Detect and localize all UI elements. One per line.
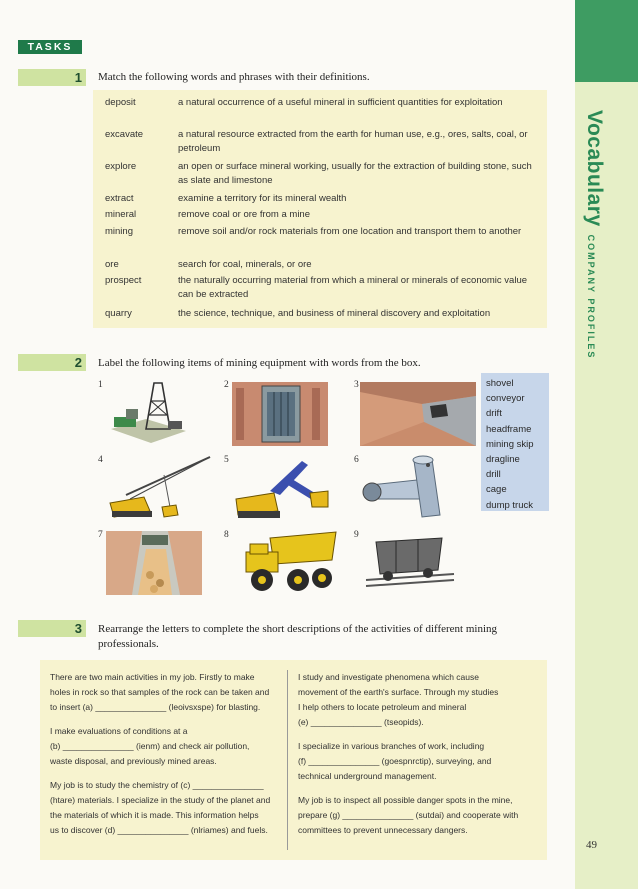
task2-instruction: Label the following items of mining equipment with words from the box. — [98, 357, 421, 369]
sidebar-subtitle: COMPANY PROFILES — [586, 234, 596, 360]
tasks-label: TASKS — [18, 40, 82, 54]
text-line: I help others to locate petroleum and mineral — [298, 702, 467, 712]
text-line: waste disposal, and previously mined areas. — [50, 756, 217, 766]
word-box-item: conveyor — [486, 393, 525, 405]
vocab-definition: remove soil and/or rock materials from one location and transport them to another — [178, 226, 522, 237]
mining-skip-icon — [362, 534, 458, 590]
image-number: 6 — [354, 455, 359, 465]
text-line: holes in rock so that samples of the rock can be taken and — [50, 687, 270, 697]
image-number: 1 — [98, 380, 103, 390]
drilling-rig-icon — [106, 381, 194, 449]
word-box-item: dump truck — [486, 499, 533, 511]
text-line: There are two main activities in my job. Firstly to make — [50, 672, 255, 682]
vocab-word: mining — [105, 226, 133, 237]
image-number: 5 — [224, 455, 229, 465]
conveyor-icon — [106, 531, 202, 595]
text-line: (htare) materials. I specialize in the study of the planet and — [50, 795, 271, 805]
task3-paragraph — [298, 739, 538, 784]
dump-truck-icon — [240, 530, 340, 594]
task2-word-box — [481, 373, 549, 511]
text-line: I make evaluations of conditions at a — [50, 726, 188, 736]
vocab-definition: the science, technique, and business of mineral discovery and exploitation — [178, 308, 491, 319]
vocab-word: prospect — [105, 275, 142, 286]
task1-number: 1 — [74, 70, 82, 85]
text-line: I study and investigate phenomena which cause — [298, 672, 479, 682]
task3-paragraph — [298, 670, 538, 730]
text-line: technical underground management. — [298, 771, 437, 781]
shovel-excavator-icon — [232, 455, 336, 521]
task3-number: 3 — [74, 621, 82, 636]
text-line: I specialize in various branches of work, including — [298, 741, 485, 751]
task3-number-bar — [18, 620, 86, 637]
word-box-item: drill — [486, 469, 501, 481]
task3-paragraph — [298, 793, 538, 838]
vocab-word: extract — [105, 193, 134, 204]
drift-tunnel-icon — [360, 382, 476, 446]
vocab-definition: a natural occurrence of a useful mineral in sufficient quantities for exploitation — [178, 97, 503, 108]
word-box-item: drift — [486, 408, 502, 420]
column-divider — [287, 670, 288, 850]
text-line: My job is to inspect all possible danger spots in the mine, — [298, 795, 513, 805]
text-line: movement of the earth's surface. Through my studies — [298, 687, 499, 697]
task3-paragraph — [50, 778, 290, 838]
task2-number-bar — [18, 354, 86, 371]
word-box-item: dragline — [486, 454, 520, 466]
drill-bit-icon — [360, 455, 476, 521]
task3-paragraph — [50, 724, 290, 769]
word-box-item: mining skip — [486, 438, 534, 450]
text-line: prepare (g) _______________ (sutdai) and cooperate with — [298, 810, 519, 820]
task1-vocab-box — [93, 90, 547, 328]
sidebar-title: Vocabulary — [583, 110, 606, 227]
word-box-item: headframe — [486, 423, 532, 435]
sidebar-tab — [575, 0, 638, 82]
vocab-definition: remove coal or ore from a mine — [178, 209, 310, 220]
text-line: to insert (a) _______________ (leoivsxspe) for blasting. — [50, 702, 261, 712]
task3-paragraph — [50, 670, 290, 715]
task3-instruction-line2: professionals. — [98, 638, 159, 650]
image-number: 2 — [224, 380, 229, 390]
task3-text-box — [40, 660, 547, 860]
mine-cage-icon — [232, 382, 328, 446]
image-number: 3 — [354, 380, 359, 390]
task2-number: 2 — [74, 355, 82, 370]
vocab-definition: examine a territory for its mineral wealth — [178, 193, 347, 204]
vocab-definition: the naturally occurring material from which a mineral or minerals of economic value can be extracted — [178, 275, 528, 300]
text-line: (e) _______________ (tseopids). — [298, 717, 424, 727]
task3-right-column — [298, 670, 538, 847]
task1-instruction: Match the following words and phrases with their definitions. — [98, 71, 370, 83]
vocab-definition: a natural resource extracted from the earth for human use, e.g., ores, salts, coal, or petroleum — [178, 129, 528, 154]
task1-number-bar — [18, 69, 86, 86]
task3-instruction-line1: Rearrange the letters to complete the short descriptions of the activities of different mining — [98, 623, 498, 635]
vocab-definition: an open or surface mineral working, usually for the extraction of building stone, such as slate and limestone — [178, 161, 532, 186]
vocab-word: deposit — [105, 97, 136, 108]
image-number: 4 — [98, 455, 103, 465]
page-number: 49 — [586, 839, 597, 851]
text-line: (b) _______________ (ienm) and check air pollution, — [50, 741, 250, 751]
image-number: 9 — [354, 530, 359, 540]
dragline-icon — [104, 455, 216, 521]
word-box-item: cage — [486, 484, 507, 496]
vocab-word: explore — [105, 161, 137, 172]
task3-left-column — [50, 670, 290, 847]
image-number: 8 — [224, 530, 229, 540]
image-number: 7 — [98, 530, 103, 540]
vocab-word: quarry — [105, 308, 132, 319]
text-line: us to discover (d) _______________ (nlriames) and fuels. — [50, 825, 268, 835]
text-line: (f) _______________ (goespnrctip), surveying, and — [298, 756, 492, 766]
text-line: the materials of which it is made. This information helps — [50, 810, 259, 820]
word-box-item: shovel — [486, 378, 514, 389]
vocab-word: mineral — [105, 209, 137, 220]
text-line: committees to prevent unnecessary dangers. — [298, 825, 468, 835]
vocab-word: excavate — [105, 129, 144, 140]
vocab-definition: search for coal, minerals, or ore — [178, 259, 312, 270]
sidebar-heading — [582, 110, 606, 359]
vocab-word: ore — [105, 259, 119, 270]
text-line: My job is to study the chemistry of (c) _______________ — [50, 780, 264, 790]
